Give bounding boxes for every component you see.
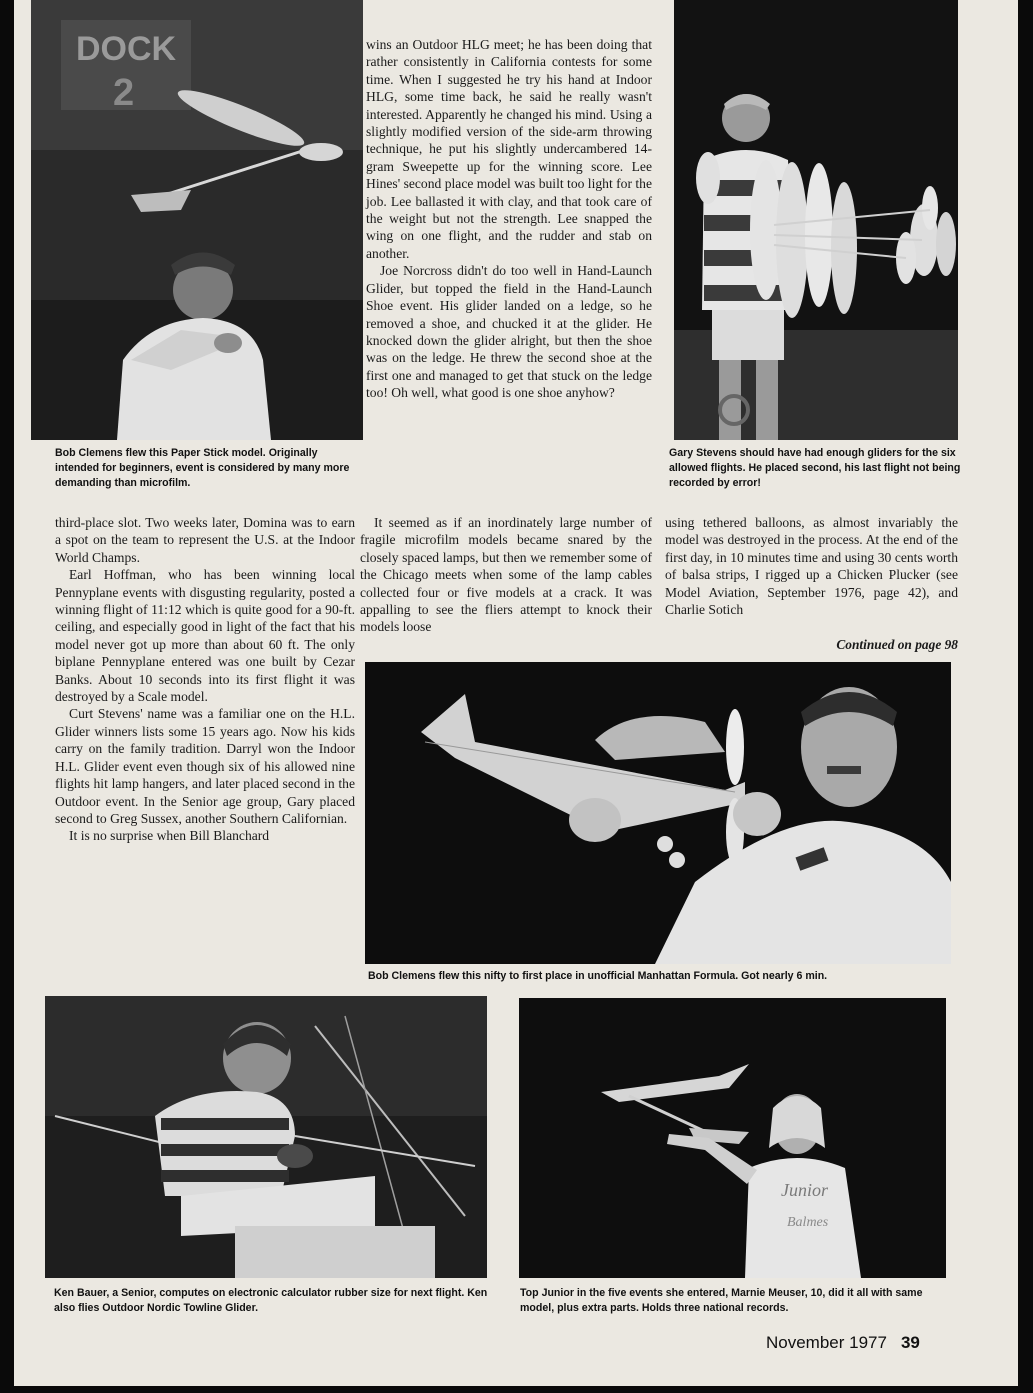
- article-paragraph: wins an Outdoor HLG meet; he has been doing that rather consistently in California contests for some time. When I suggested he try his hand at Indoor HLG, some time back, he said he really wasn't interested. Apparently he changed his mind. Using a slightly modified version of the side-arm throwing technique, he put his slightly undercambered 14-gram Sweepette up for the winning score. Lee Hines' second place model was built too light for the job. Lee ballasted it with clay, and that took care of the weight but not the strength. Lee snapped the wing on one flight, and the rudder and stab on another.: [366, 37, 652, 261]
- photo-gary-stevens-gliders: [674, 0, 958, 440]
- caption-middle: Bob Clemens flew this nifty to first place in unofficial Manhattan Formula. Got nearly 6 min.: [368, 970, 828, 982]
- article-column-middle-mid: [360, 514, 652, 636]
- article-column-middle-top: [366, 36, 652, 402]
- shirt-text-2: Balmes: [787, 1215, 829, 1230]
- article-paragraph: It is no surprise when Bill Blanchard: [69, 828, 270, 844]
- photo-bob-clemens-manhattan-image: [365, 662, 951, 964]
- continued-on-page: Continued on page 98: [836, 637, 958, 652]
- magazine-page: [14, 0, 1018, 1386]
- dock-sign-text: DOCK: [76, 30, 177, 68]
- photo-marnie-meuser-image: [519, 998, 946, 1278]
- shirt-text-1: Junior: [781, 1180, 828, 1200]
- caption-top-left: Bob Clemens flew this Paper Stick model. Originally intended for beginners, event is considered by many more demanding than microfilm.: [55, 447, 350, 489]
- photo-bob-clemens-paper-stick: [31, 0, 363, 440]
- dock-number-text: 2: [113, 72, 135, 114]
- photo-bob-clemens-manhattan: [365, 662, 951, 964]
- page-number: 39: [900, 1333, 920, 1352]
- article-paragraph: Joe Norcross didn't do too well in Hand-Launch Glider, but topped the field in the Hand-Launch Shoe event. His glider landed on a ledge, so he removed a shoe, and chucked it at the glider. He knocked down the glider alright, but then the shoe was on the ledge. He threw the second shoe at the first one and managed to get that stuck on the ledge too! Oh well, what good is one shoe anyhow?: [366, 263, 652, 401]
- photo-marnie-meuser: [519, 998, 946, 1278]
- photo-gary-stevens-gliders-image: [674, 0, 958, 440]
- article-paragraph: Curt Stevens' name was a familiar one on the H.L. Glider winners lists some 15 years ago. Now his kids carry on the family tradition. Darryl won the Indoor H.L. Glider event even though six of his allowed nine flights hit lamp hangers, and later placed second in the Outdoor event. In the Senior age group, Gary placed second to Greg Sussex, another Southern Californian.: [55, 706, 355, 826]
- article-column-right-mid: [665, 514, 958, 618]
- article-column-left: [55, 514, 355, 845]
- article-paragraph: It seemed as if an inordinately large number of fragile microfilm models became snared by the closely spaced lamps, but then we remember some of the Chicago meets when some of the lamp cables collected four or five models at a crack. It was appalling to see the fliers attempt to knock their models loose: [360, 515, 652, 635]
- article-paragraph: using tethered balloons, as almost invariably the model was destroyed in the process. At the end of the first day, in 10 minutes time and using 30 cents worth of balsa strips, I rigged up a Chicken Plucker (see Model Aviation, September 1976, page 42), and Charlie Sotich: [665, 515, 958, 618]
- page-footer: [766, 1333, 920, 1353]
- photo-ken-bauer: [45, 996, 487, 1278]
- caption-top-right: Gary Stevens should have had enough gliders for the six allowed flights. He placed second, his last flight not being recorded by error!: [669, 447, 961, 489]
- caption-bottom-right: Top Junior in the five events she entered, Marnie Meuser, 10, did it all with same model, plus extra parts. Holds three national records.: [520, 1287, 923, 1314]
- photo-bob-clemens-paper-stick-image: [31, 0, 363, 440]
- photo-ken-bauer-image: [45, 996, 487, 1278]
- article-paragraph: third-place slot. Two weeks later, Domina was to earn a spot on the team to represent the U.S. at the Indoor World Champs.: [55, 515, 355, 565]
- caption-bottom-left: Ken Bauer, a Senior, computes on electronic calculator rubber size for next flight. Ken also flies Outdoor Nordic Towline Glider.: [54, 1287, 488, 1314]
- article-paragraph: Earl Hoffman, who has been winning local Pennyplane events with disgusting regularity, posted a winning flight of 11:12 which is quite good for a 90-ft. ceiling, and especially good in light of the fact that his model never got up more than about 60 ft. The only biplane Pennyplane entered was one built by Cezar Banks. About 10 seconds into its first flight it was destroyed by a Scale model.: [55, 567, 355, 705]
- issue-date: November 1977: [766, 1333, 887, 1352]
